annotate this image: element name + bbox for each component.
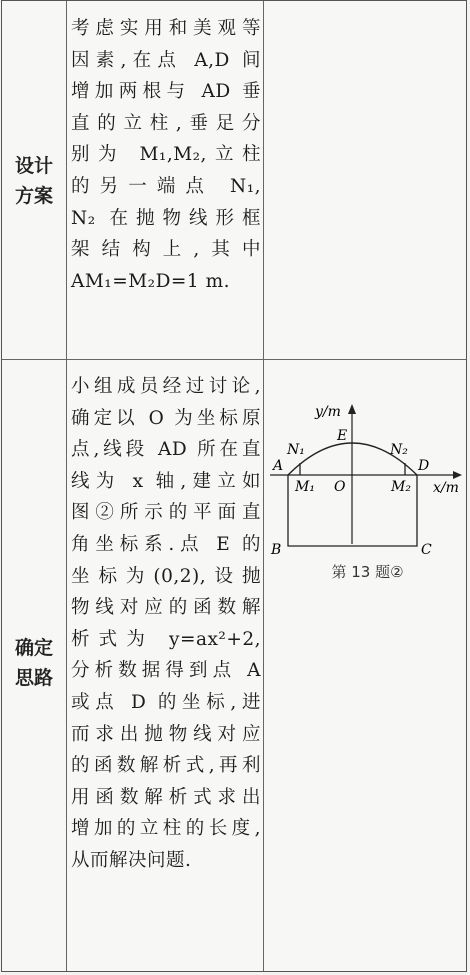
text-line: 的函数解析式,再利	[71, 755, 261, 777]
text-line: 点,线段 AD 所在直	[71, 439, 261, 461]
text-line: 分析数据得到点 A	[71, 660, 261, 682]
text-line: 或点 D 的坐标,进	[71, 691, 261, 713]
text-line: 增加的立柱的长度,	[71, 818, 261, 840]
figure-caption: 第 13 题②	[331, 563, 404, 581]
point-label-d: D	[418, 458, 430, 474]
text-line: 考虑实用和美观等	[71, 18, 261, 39]
point-label-m1: M₁	[295, 479, 315, 495]
text-line: 而求出抛物线对应	[71, 723, 261, 745]
table	[1, 0, 467, 972]
point-label-n2: N₂	[390, 442, 408, 458]
point-label-b: B	[271, 542, 282, 558]
row-label-line: 确定	[14, 637, 53, 659]
row-label-design	[2, 151, 66, 211]
text-line: 别为 M₁,M₂,立柱	[71, 144, 261, 166]
text-line: 确定以 O 为坐标原	[71, 407, 261, 429]
x-axis-arrow	[453, 471, 462, 479]
text-line: 图②所示的平面直	[71, 502, 261, 524]
point-label-n1: N₁	[287, 442, 305, 458]
text-line: 角坐标系.点 E 的	[71, 533, 261, 555]
text-line: 坐标为(0,2),设抛	[71, 565, 261, 587]
row-divider	[2, 359, 466, 360]
x-axis-label: x/m	[433, 480, 459, 496]
text-line: 用函数解析式求出	[71, 786, 261, 808]
row-label-line: 方案	[14, 185, 53, 207]
point-label-o: O	[334, 479, 346, 495]
text-line: 析式为 y=ax²+2,	[71, 628, 261, 650]
point-label-a: A	[273, 458, 284, 474]
text-line: 直的立柱,垂足分	[71, 112, 261, 134]
text-line: 从而解决问题.	[71, 849, 192, 871]
column-divider-2	[263, 1, 264, 971]
diagram-svg	[265, 396, 470, 561]
text-line: 小组成员经过讨论,	[71, 376, 261, 397]
y-axis-label: y/m	[315, 404, 341, 420]
text-line: 因素,在点 A,D 间	[71, 49, 261, 71]
text-line: AM₁=M₂D=1 m.	[71, 270, 230, 292]
row-label-line: 设计	[14, 155, 53, 177]
row-label-line: 思路	[14, 667, 53, 689]
point-label-m2: M₂	[391, 479, 411, 495]
coordinate-diagram	[265, 396, 470, 596]
text-line: 物线对应的函数解	[71, 597, 261, 619]
text-line: 的另一端点 N₁,	[71, 175, 261, 197]
text-line: 增加两根与 AD 垂	[71, 81, 261, 103]
approach-text	[71, 371, 261, 877]
text-line: 架结构上,其中	[71, 239, 261, 261]
text-line: 线为 x 轴,建立如	[71, 470, 261, 492]
point-label-c: C	[421, 542, 432, 558]
row-label-approach	[2, 633, 66, 693]
point-label-e: E	[337, 428, 348, 444]
y-axis-arrow	[348, 404, 356, 414]
design-text	[71, 13, 261, 297]
text-line: N₂ 在抛物线形框	[71, 207, 261, 229]
column-divider-1	[66, 1, 67, 971]
